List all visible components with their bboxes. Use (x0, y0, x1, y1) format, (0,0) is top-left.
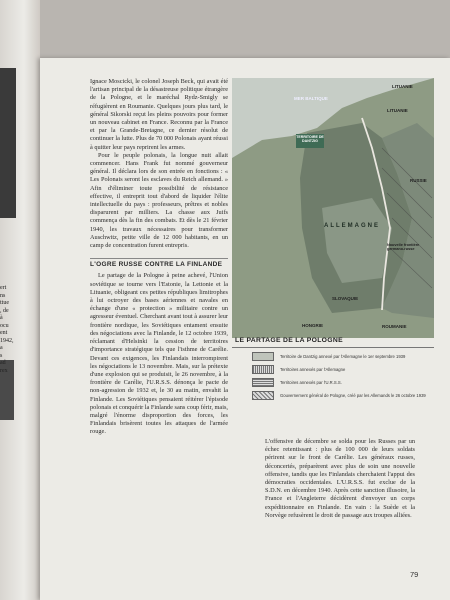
legend-label: Territoire de Dantzig annexé par l'Allemagne le 1er septembre 1939 (280, 354, 406, 359)
legend-swatch-ussr (252, 378, 274, 387)
left-fragment: ert (0, 285, 7, 291)
left-fragment: ttue (0, 300, 9, 306)
left-fragment: 1942, (0, 337, 14, 344)
paragraph: Le partage de la Pologne à peine achevé, l'Union soviétique se tourne vers l'Estonie, la Lettonie et la Lituanie, obligeant ces petites républiques limitrophes à lui octroyer des bases aériennes et navales en échange d'une « protection » militaire contre un agresseur éventuel. Cherchant avant tout à assurer leur frontière nordique, les Soviétiques entament ensuite des négociations avec la Finlande, le 12 octobre 1939, réclamant d'Helsinki la cession de territoires d'importance stratégique tels que l'isthme de Carélie. Devant ces exigences, les Finlandais interrompirent les négociations le 13 novembre. Mais, sur la prétexte d'une explosion qui se produisit, le 26 novembre, à la frontière de Carélie, l'U.R.S.S. dénonça le pacte de non-agression de 1932 et, le 30 au matin, envahit la Finlande. Les Soviétiques pensaient réitérer l'épisode polonais et conquérir la Finlande sans coup férir, mais, malgré l'énorme disproportion des forces, les Finlandais brisèrent toutes les attaques de l'armée rouge. (90, 272, 228, 436)
left-fragment: ns (0, 292, 6, 299)
map-label-allemagne: ALLEMAGNE (324, 223, 380, 229)
section-heading: L'OGRE RUSSE CONTRE LA FINLANDE (90, 258, 228, 269)
text-column-right (265, 438, 415, 520)
map-label-russie: RUSSIE (410, 178, 427, 183)
legend-item (252, 365, 434, 374)
text-column-left (90, 78, 228, 437)
left-fragment: , de (0, 307, 9, 314)
legend-label: Territoires annexés par l'Allemagne (280, 367, 346, 372)
left-fragment: ent (0, 330, 8, 336)
map-label-sea: MER BALTIQUE (294, 96, 328, 101)
left-fragment: rex (0, 367, 8, 374)
left-page-text-fragments (0, 285, 24, 375)
left-fragment: ad (0, 360, 6, 366)
map-legend (232, 334, 434, 400)
map-label-lituanie: LITUANIE (387, 108, 408, 113)
left-page-photo-fragment (0, 68, 16, 218)
map-label-hongrie: HONGRIE (302, 323, 324, 328)
book-page (40, 58, 450, 600)
legend-swatch-germany (252, 365, 274, 374)
left-fragment: ocu (0, 322, 9, 329)
paragraph: Pour le peuple polonais, la longue nuit allait commencer. Hans Frank fut nommé gouverneur général. Il déclara lors de son entrée en fonctions : « Les Polonais seront les esclaves du Reich allemand. » Afin d'éliminer toute possibilité de résistance effective, il entreprit tout d'abord de liquider l'élite intellectuelle du pays : professeurs, prêtres et nobles disparurent par milliers. La chasse aux Juifs commença dès la fin des combats. Et dès le 21 février 1940, les travaux nécessaires pour transformer Auschwitz, petite ville de 12 000 habitants, en un camp de concentration furent entrepris. (90, 151, 228, 250)
legend-label: Gouvernement général de Pologne, créé par les Allemands le 26 octobre 1939 (280, 393, 426, 398)
legend-swatch-danzig (252, 352, 274, 361)
paragraph: L'offensive de décembre se solda pour les Russes par un échec retentissant : plus de 100 000 de leurs soldats périrent sur le front de Carélie. Les généraux russes, déconcertés, préparèrent avec plus de soin une nouvelle offensive, tandis que les Finlandais cherchaient l'appui des démocraties occidentales. L'U.R.S.S. fut exclue de la S.D.N. en décembre 1940. Après cette sanction illusoire, la France et l'Angleterre décidèrent d'envoyer un corps expéditionnaire en Finlande. En vain : la Suède et la Norvège refusèrent le droit de passage aux troupes alliées. (265, 438, 415, 519)
left-fragment: a (0, 345, 3, 351)
partition-map (232, 78, 434, 338)
legend-label: Territoires annexés par l'U.R.S.S. (280, 380, 342, 385)
legend-item (252, 391, 434, 400)
legend-item (252, 352, 434, 361)
map-label-roumanie: ROUMANIE (382, 324, 407, 329)
left-fragment: s (0, 352, 3, 359)
legend-title: LE PARTAGE DE LA POLOGNE (232, 334, 434, 348)
page-number: 79 (410, 570, 419, 579)
map-label-slovaquie: SLOVAQUIE (332, 296, 359, 301)
paragraph: Ignace Moscicki, le colonel Joseph Beck, qui avait été l'artisan principal de la désastreuse politique étrangère de la Pologne, et le maréchal Rydz-Smigly se réfugièrent en Roumanie. Quelques jours plus tard, le général Sikorski reçut les pleins pouvoirs pour former un nouveau cabinet en France. Reconnu par la France et par la Grande-Bretagne, ce dernier résolut de continuer la lutte. Plus de 70 000 Polonais ayant réussi à quitter leur pays reprirent les armes. (90, 78, 228, 151)
map-label-frontiere: Nouvelle frontière germano-russe (387, 243, 420, 251)
legend-swatch-general-government (252, 391, 274, 400)
map-label-danzig: TERRITOIRE DE DANTZIG (296, 135, 324, 143)
left-fragment: à (0, 315, 3, 321)
legend-item (252, 378, 434, 387)
map-label-lituanie-top: LITUANIE (392, 84, 413, 89)
